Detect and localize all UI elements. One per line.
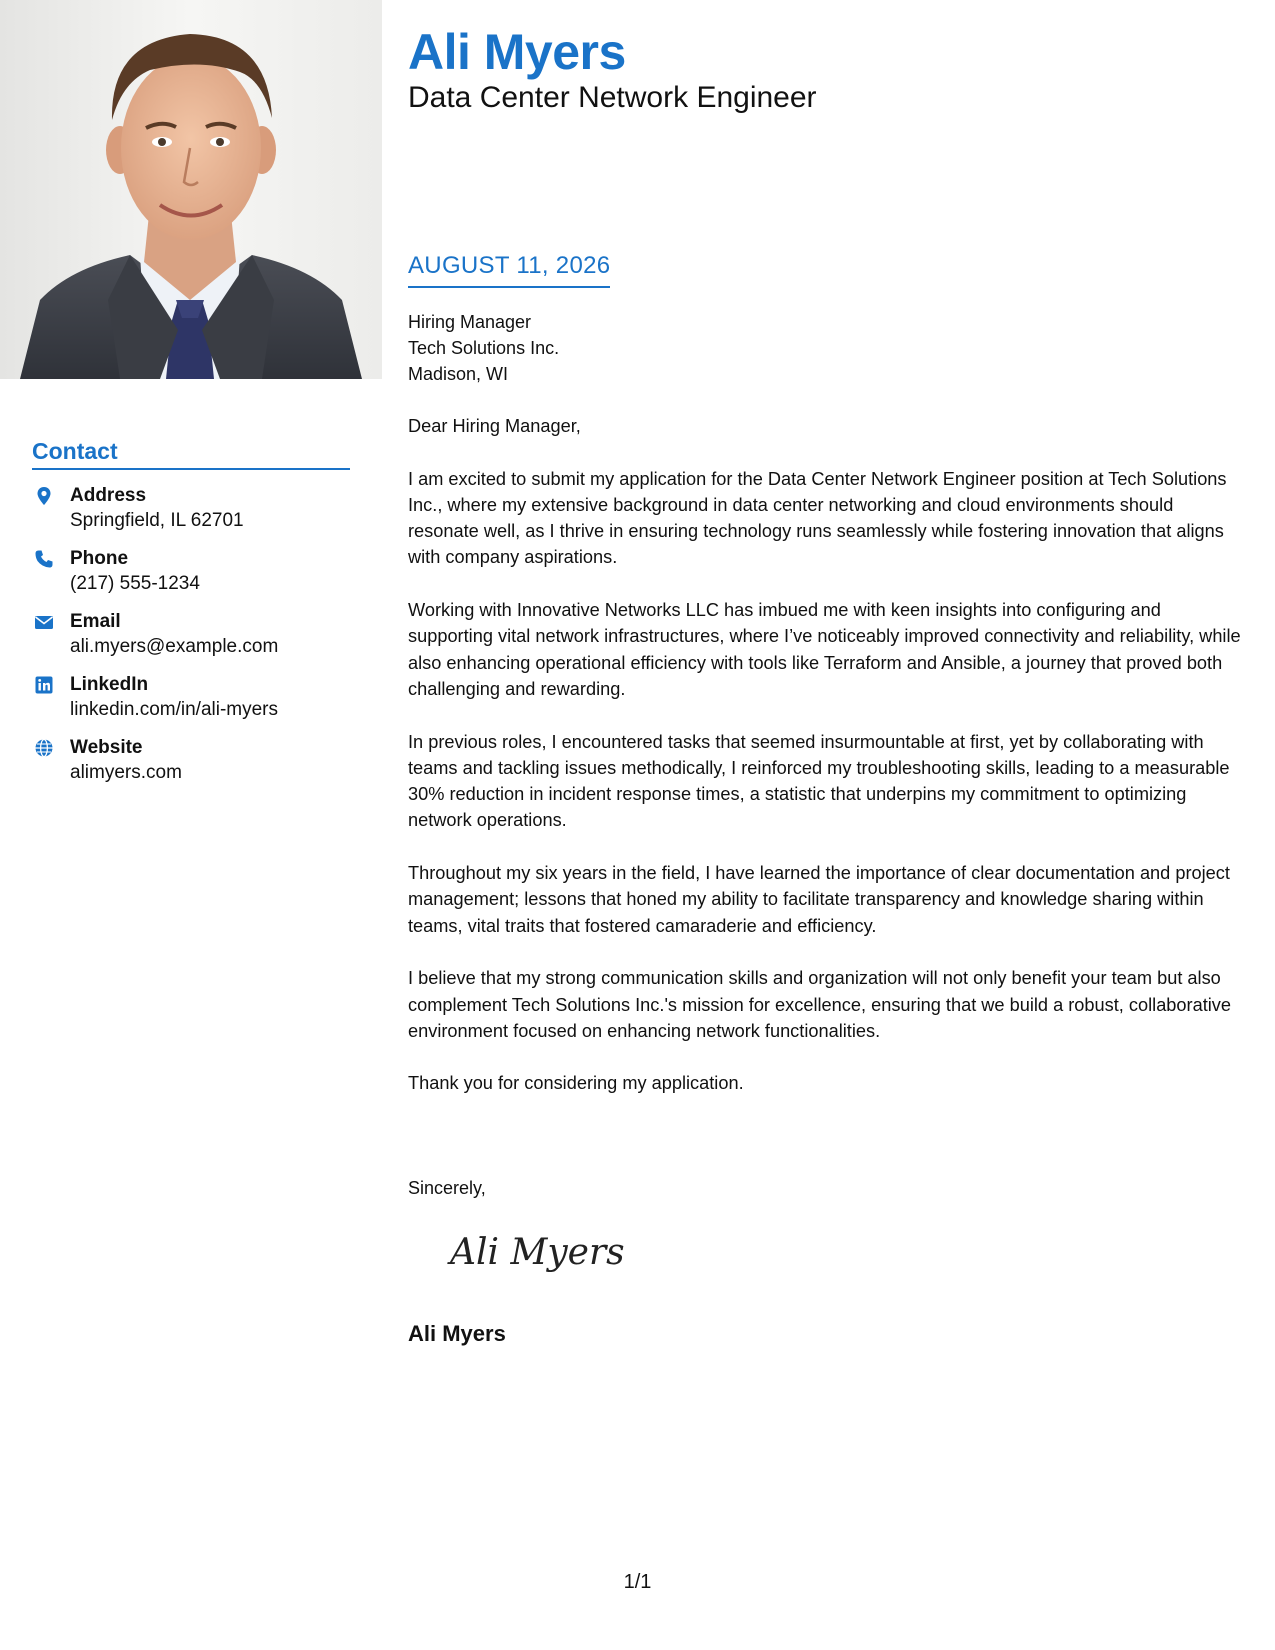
recipient-line: Hiring Manager bbox=[408, 312, 532, 332]
salutation: Dear Hiring Manager, bbox=[408, 416, 581, 436]
contact-list bbox=[32, 484, 350, 799]
contact-label: Phone bbox=[70, 548, 129, 569]
applicant-name: Ali Myers bbox=[408, 24, 626, 80]
globe-icon bbox=[34, 738, 54, 758]
phone-icon bbox=[34, 549, 54, 569]
contact-value: (217) 555-1234 bbox=[70, 573, 200, 594]
contact-item-address bbox=[32, 484, 350, 547]
closing: Sincerely, bbox=[408, 1178, 486, 1198]
page-number: 1/1 bbox=[623, 1571, 652, 1593]
body-paragraph: Throughout my six years in the field, I have learned the importance of clear documentation and project management; lessons that honed my ability to facilitate transparency and knowledge sharing within teams, vital traits that fostered camaraderie and efficiency. bbox=[408, 863, 1230, 936]
contact-value[interactable]: linkedin.com/in/ali-myers bbox=[70, 699, 279, 720]
recipient-block bbox=[408, 309, 559, 387]
map-pin-icon bbox=[34, 486, 54, 506]
envelope-icon bbox=[34, 612, 54, 632]
body-paragraph: Working with Innovative Networks LLC has imbued me with keen insights into configuring and supporting vital network infrastructures, where I’ve noticeably improved connectivity and reliability, while also enhancing operational efficiency with tools like Terraform and Ansible, a journey that proved both challenging and rewarding. bbox=[408, 600, 1241, 699]
signature-text: Ali Myers bbox=[450, 1232, 625, 1273]
signer-name: Ali Myers bbox=[408, 1321, 506, 1346]
body-paragraph: In previous roles, I encountered tasks that seemed insurmountable at first, yet by collaborating with teams and tackling issues methodically, I reinforced my troubleshooting skills, leading to a measurable 30% reduction in incident response times, a statistic that underpins my commitment to optimizing network operations. bbox=[408, 731, 1230, 831]
recipient-line: Madison, WI bbox=[408, 364, 509, 384]
body-paragraph: Thank you for considering my application. bbox=[408, 1073, 744, 1094]
contact-item-email bbox=[32, 610, 350, 673]
contact-label: Address bbox=[70, 485, 147, 506]
contact-label: Website bbox=[70, 737, 143, 758]
letter-date: AUGUST 11, 2026 bbox=[408, 250, 610, 288]
contact-heading: Contact bbox=[32, 436, 350, 470]
body-paragraph: I am excited to submit my application for the Data Center Network Engineer position at Tech Solutions Inc., where my extensive background in data center networking and cloud environments should resonate well, as I thrive in ensuring technology runs seamlessly while fostering innovation that aligns with company aspirations. bbox=[408, 468, 1227, 568]
letter-body bbox=[408, 413, 1248, 1123]
recipient-line: Tech Solutions Inc. bbox=[408, 338, 560, 358]
contact-value: Springfield, IL 62701 bbox=[70, 510, 244, 531]
contact-item-website bbox=[32, 736, 350, 799]
contact-label: Email bbox=[70, 611, 121, 632]
contact-section bbox=[32, 436, 350, 799]
contact-value[interactable]: alimyers.com bbox=[70, 762, 182, 783]
linkedin-icon bbox=[34, 675, 54, 695]
contact-label: LinkedIn bbox=[70, 674, 149, 695]
signature-image bbox=[446, 1224, 646, 1280]
letter-main bbox=[408, 24, 1248, 1346]
body-paragraph: I believe that my strong communication skills and organization will not only benefit your team but also complement Tech Solutions Inc.'s mission for excellence, ensuring that we build a robust, collaborative environment focused on enhancing network functionalities. bbox=[408, 968, 1232, 1041]
contact-item-phone bbox=[32, 547, 350, 610]
profile-photo bbox=[0, 0, 382, 379]
job-title: Data Center Network Engineer bbox=[408, 81, 817, 114]
contact-value: ali.myers@example.com bbox=[70, 636, 279, 657]
contact-item-linkedin bbox=[32, 673, 350, 736]
